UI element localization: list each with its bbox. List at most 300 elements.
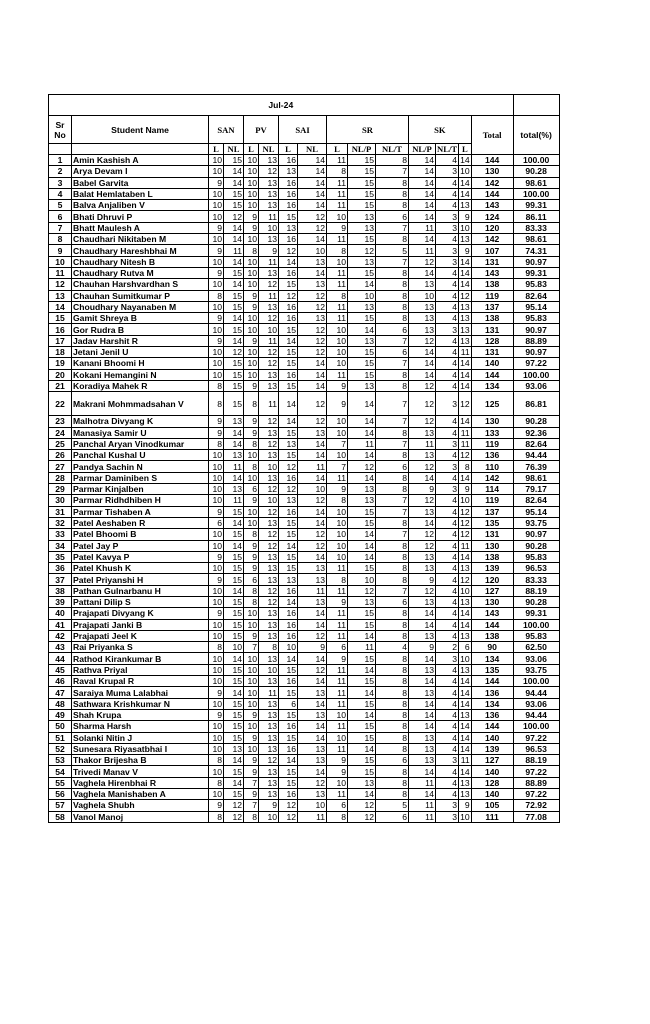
score-cell: 13 bbox=[259, 380, 279, 391]
student-row bbox=[49, 800, 560, 811]
score-cell: 13 bbox=[298, 743, 327, 754]
score-cell: 14 bbox=[460, 279, 470, 290]
total-cell: 119 bbox=[471, 290, 513, 301]
score-cell: 13 bbox=[409, 301, 436, 312]
score-cell: 3 bbox=[436, 211, 459, 222]
total-cell: 138 bbox=[471, 313, 513, 324]
student-name-cell: Jadav Harshit R bbox=[72, 335, 209, 346]
score-cell: 13 bbox=[259, 789, 279, 800]
total-cell: 142 bbox=[471, 234, 513, 245]
percentage-cell: 98.61 bbox=[513, 472, 559, 483]
score-cell: 11 bbox=[259, 290, 279, 301]
score-cell: 10 bbox=[209, 461, 224, 472]
score-cell: 9 bbox=[209, 427, 224, 438]
score-cell: 12 bbox=[298, 211, 327, 222]
student-row bbox=[49, 585, 560, 596]
score-cell: 10 bbox=[244, 450, 259, 461]
score-cell: 2 bbox=[436, 642, 459, 653]
total-cell: 124 bbox=[471, 211, 513, 222]
score-cell: 8 bbox=[376, 630, 409, 641]
percentage-cell: 90.97 bbox=[513, 324, 559, 335]
score-cell: 13 bbox=[259, 234, 279, 245]
score-cell: 14 bbox=[348, 789, 376, 800]
score-cell: 14 bbox=[460, 698, 470, 709]
total-cell: 139 bbox=[471, 563, 513, 574]
score-cell: 10 bbox=[259, 664, 279, 675]
san-header: SAN bbox=[209, 116, 244, 144]
score-cell: 10 bbox=[209, 529, 224, 540]
score-cell: 12 bbox=[279, 290, 298, 301]
score-cell: 11 bbox=[409, 777, 436, 788]
score-cell: 14 bbox=[348, 324, 376, 335]
score-cell: 14 bbox=[460, 369, 470, 380]
score-cell: 6 bbox=[327, 800, 348, 811]
score-cell: 7 bbox=[327, 461, 348, 472]
student-row bbox=[49, 358, 560, 369]
serial-number-cell: 48 bbox=[49, 698, 72, 709]
score-cell: 13 bbox=[224, 450, 244, 461]
score-cell: 15 bbox=[224, 563, 244, 574]
score-cell: 10 bbox=[460, 585, 470, 596]
score-cell: 16 bbox=[279, 608, 298, 619]
score-cell: 4 bbox=[436, 416, 459, 427]
score-cell: 14 bbox=[298, 551, 327, 562]
total-cell: 131 bbox=[471, 347, 513, 358]
percentage-cell: 74.31 bbox=[513, 245, 559, 256]
score-cell: 4 bbox=[436, 517, 459, 528]
percentage-cell: 95.14 bbox=[513, 301, 559, 312]
score-cell: 13 bbox=[259, 427, 279, 438]
score-cell: 13 bbox=[298, 687, 327, 698]
score-cell: 4 bbox=[436, 301, 459, 312]
score-cell: 14 bbox=[224, 177, 244, 188]
serial-number-cell: 39 bbox=[49, 596, 72, 607]
score-cell: 9 bbox=[244, 380, 259, 391]
score-cell: 15 bbox=[224, 506, 244, 517]
score-cell: 6 bbox=[244, 484, 259, 495]
score-cell: 13 bbox=[259, 177, 279, 188]
score-cell: 8 bbox=[244, 529, 259, 540]
score-cell: 11 bbox=[259, 392, 279, 416]
score-cell: 13 bbox=[460, 597, 470, 608]
score-cell: 10 bbox=[209, 301, 224, 312]
score-cell: 8 bbox=[376, 676, 409, 687]
score-cell: 4 bbox=[436, 450, 459, 461]
score-cell: 14 bbox=[409, 211, 436, 222]
score-cell: 8 bbox=[244, 392, 259, 416]
score-cell: 13 bbox=[409, 687, 436, 698]
serial-number-cell: 50 bbox=[49, 721, 72, 732]
score-cell: 14 bbox=[224, 279, 244, 290]
percentage-cell: 95.83 bbox=[513, 279, 559, 290]
score-cell: 14 bbox=[279, 540, 298, 551]
score-cell: 14 bbox=[409, 200, 436, 211]
score-cell: 9 bbox=[244, 630, 259, 641]
serial-number-cell: 16 bbox=[49, 324, 72, 335]
score-cell: 6 bbox=[376, 755, 409, 766]
score-cell: 7 bbox=[376, 335, 409, 346]
score-cell: 11 bbox=[298, 461, 327, 472]
score-cell: 14 bbox=[298, 721, 327, 732]
score-cell: 14 bbox=[298, 267, 327, 278]
score-cell: 14 bbox=[409, 766, 436, 777]
score-cell: 14 bbox=[298, 472, 327, 483]
score-cell: 8 bbox=[376, 313, 409, 324]
score-cell: 15 bbox=[348, 721, 376, 732]
score-cell: 16 bbox=[279, 155, 298, 166]
student-row bbox=[49, 766, 560, 777]
score-cell: 14 bbox=[460, 732, 470, 743]
student-row bbox=[49, 653, 560, 664]
score-cell: 4 bbox=[436, 687, 459, 698]
serial-number-cell: 58 bbox=[49, 811, 72, 822]
student-row bbox=[49, 630, 560, 641]
student-row bbox=[49, 472, 560, 483]
score-cell: 14 bbox=[298, 438, 327, 449]
total-cell: 144 bbox=[471, 619, 513, 630]
score-cell: 13 bbox=[259, 608, 279, 619]
score-cell: 16 bbox=[279, 721, 298, 732]
score-cell: 16 bbox=[279, 630, 298, 641]
total-cell: 111 bbox=[471, 811, 513, 822]
score-cell: 8 bbox=[376, 563, 409, 574]
percentage-cell: 82.64 bbox=[513, 495, 559, 506]
score-cell: 15 bbox=[348, 653, 376, 664]
score-cell: 8 bbox=[376, 450, 409, 461]
score-cell: 10 bbox=[348, 574, 376, 585]
score-cell: 14 bbox=[348, 630, 376, 641]
score-cell: 4 bbox=[436, 495, 459, 506]
sub-header-sk-nlt: NL/T bbox=[437, 144, 458, 154]
score-cell: 9 bbox=[209, 416, 224, 427]
student-row bbox=[49, 687, 560, 698]
month-title: Jul-24 bbox=[49, 95, 514, 116]
sub-header-sai-nl: NL bbox=[298, 144, 327, 155]
percentage-cell: 95.83 bbox=[513, 313, 559, 324]
score-cell: 11 bbox=[259, 687, 279, 698]
score-cell: 8 bbox=[376, 732, 409, 743]
score-cell: 10 bbox=[244, 279, 259, 290]
serial-number-cell: 13 bbox=[49, 290, 72, 301]
score-cell: 14 bbox=[409, 721, 436, 732]
score-cell: 13 bbox=[259, 709, 279, 720]
score-cell: 7 bbox=[244, 800, 259, 811]
serial-number-cell: 55 bbox=[49, 777, 72, 788]
score-cell: 9 bbox=[209, 335, 224, 346]
score-cell: 14 bbox=[348, 540, 376, 551]
total-cell: 127 bbox=[471, 755, 513, 766]
score-cell: 10 bbox=[209, 369, 224, 380]
score-cell: 10 bbox=[209, 743, 224, 754]
score-cell: 6 bbox=[376, 596, 409, 607]
score-cell: 11 bbox=[224, 461, 244, 472]
score-cell: 12 bbox=[224, 347, 244, 358]
score-cell: 14 bbox=[279, 335, 298, 346]
score-cell: 10 bbox=[327, 450, 348, 461]
score-cell: 4 bbox=[436, 313, 459, 324]
serial-number-cell: 36 bbox=[49, 563, 72, 574]
score-cell: 11 bbox=[259, 211, 279, 222]
total-cell: 125 bbox=[471, 392, 513, 416]
score-cell: 13 bbox=[259, 472, 279, 483]
score-cell: 8 bbox=[376, 574, 409, 585]
student-name-cell: Jetani Jenil U bbox=[72, 347, 209, 358]
student-row bbox=[49, 369, 560, 380]
score-cell: 15 bbox=[348, 563, 376, 574]
score-cell: 10 bbox=[209, 200, 224, 211]
student-row bbox=[49, 811, 560, 822]
score-cell: 14 bbox=[279, 596, 298, 607]
score-cell: 14 bbox=[409, 653, 436, 664]
score-cell: 4 bbox=[436, 777, 459, 788]
score-cell: 14 bbox=[298, 369, 327, 380]
score-cell: 10 bbox=[209, 155, 224, 166]
student-row bbox=[49, 267, 560, 278]
score-cell: 12 bbox=[348, 585, 376, 596]
student-row bbox=[49, 517, 560, 528]
score-cell: 14 bbox=[409, 177, 436, 188]
score-cell: 13 bbox=[259, 653, 279, 664]
sr-no-header: Sr No bbox=[49, 116, 72, 144]
pv-header: PV bbox=[244, 116, 279, 144]
serial-number-cell: 24 bbox=[49, 427, 72, 438]
score-cell: 12 bbox=[298, 335, 327, 346]
score-cell: 15 bbox=[279, 766, 298, 777]
student-name-cell: Sharma Harsh bbox=[72, 721, 209, 732]
percentage-cell: 72.92 bbox=[513, 800, 559, 811]
score-cell: 12 bbox=[259, 506, 279, 517]
student-name-cell: Manasiya Samir U bbox=[72, 427, 209, 438]
score-cell: 15 bbox=[224, 789, 244, 800]
score-cell: 3 bbox=[436, 755, 459, 766]
score-cell: 13 bbox=[298, 755, 327, 766]
score-cell: 9 bbox=[244, 709, 259, 720]
score-cell: 13 bbox=[409, 755, 436, 766]
score-cell: 7 bbox=[244, 642, 259, 653]
serial-number-cell: 1 bbox=[49, 155, 72, 166]
percentage-cell: 100.00 bbox=[513, 619, 559, 630]
score-cell: 10 bbox=[244, 369, 259, 380]
score-cell: 14 bbox=[298, 698, 327, 709]
score-cell: 15 bbox=[224, 698, 244, 709]
total-cell: 127 bbox=[471, 585, 513, 596]
percentage-cell: 93.06 bbox=[513, 698, 559, 709]
percentage-cell: 93.75 bbox=[513, 517, 559, 528]
student-row bbox=[49, 563, 560, 574]
score-cell: 12 bbox=[460, 529, 470, 540]
score-cell: 8 bbox=[209, 290, 224, 301]
serial-number-cell: 54 bbox=[49, 766, 72, 777]
score-cell: 13 bbox=[259, 517, 279, 528]
total-cell: 140 bbox=[471, 732, 513, 743]
score-cell: 14 bbox=[460, 416, 470, 427]
student-name-cell: Trivedi Manav V bbox=[72, 766, 209, 777]
total-cell: 119 bbox=[471, 438, 513, 449]
score-cell: 10 bbox=[244, 517, 259, 528]
score-cell: 3 bbox=[436, 256, 459, 267]
score-cell: 15 bbox=[348, 732, 376, 743]
student-name-cell: Patel Priyanshi H bbox=[72, 574, 209, 585]
score-cell: 14 bbox=[279, 416, 298, 427]
score-cell: 14 bbox=[298, 517, 327, 528]
score-cell: 9 bbox=[244, 563, 259, 574]
student-row bbox=[49, 324, 560, 335]
score-cell: 4 bbox=[436, 279, 459, 290]
score-cell: 14 bbox=[298, 766, 327, 777]
score-cell: 15 bbox=[348, 517, 376, 528]
serial-number-cell: 43 bbox=[49, 642, 72, 653]
score-cell: 8 bbox=[376, 234, 409, 245]
score-cell: 11 bbox=[298, 585, 327, 596]
score-cell: 10 bbox=[298, 800, 327, 811]
student-name-cell: Bhati Dhruvi P bbox=[72, 211, 209, 222]
score-cell: 10 bbox=[327, 416, 348, 427]
score-cell: 11 bbox=[327, 188, 348, 199]
percentage-cell: 94.44 bbox=[513, 450, 559, 461]
score-cell: 12 bbox=[298, 347, 327, 358]
score-cell: 13 bbox=[460, 563, 470, 574]
score-cell: 7 bbox=[244, 777, 259, 788]
score-cell: 9 bbox=[459, 800, 472, 811]
percentage-cell: 100.00 bbox=[513, 155, 559, 166]
score-cell: 4 bbox=[436, 358, 459, 369]
total-cell: 130 bbox=[471, 166, 513, 177]
score-cell: 4 bbox=[436, 506, 459, 517]
score-cell: 4 bbox=[436, 563, 459, 574]
score-cell: 12 bbox=[460, 450, 470, 461]
score-cell: 6 bbox=[376, 324, 409, 335]
score-cell: 9 bbox=[259, 800, 279, 811]
score-cell: 12 bbox=[298, 324, 327, 335]
score-cell: 11 bbox=[327, 279, 348, 290]
score-cell: 12 bbox=[409, 585, 436, 596]
serial-number-cell: 34 bbox=[49, 540, 72, 551]
total-cell: 136 bbox=[471, 709, 513, 720]
score-cell: 9 bbox=[209, 245, 224, 256]
score-cell: 11 bbox=[327, 664, 348, 675]
score-cell: 8 bbox=[327, 290, 348, 301]
score-cell: 4 bbox=[436, 267, 459, 278]
score-cell: 13 bbox=[259, 743, 279, 754]
score-cell: 15 bbox=[224, 188, 244, 199]
student-row bbox=[49, 335, 560, 346]
serial-number-cell: 31 bbox=[49, 506, 72, 517]
score-cell: 14 bbox=[409, 369, 436, 380]
score-cell: 4 bbox=[436, 709, 459, 720]
score-cell: 4 bbox=[436, 789, 459, 800]
score-cell: 12 bbox=[298, 630, 327, 641]
score-cell: 4 bbox=[376, 642, 409, 653]
score-cell: 10 bbox=[327, 709, 348, 720]
score-cell: 6 bbox=[209, 517, 224, 528]
sub-header-sai-l: L bbox=[279, 144, 298, 155]
score-cell: 12 bbox=[259, 416, 279, 427]
score-cell: 4 bbox=[436, 766, 459, 777]
percentage-cell: 97.22 bbox=[513, 358, 559, 369]
score-cell: 8 bbox=[259, 642, 279, 653]
score-cell: 13 bbox=[259, 200, 279, 211]
score-cell: 13 bbox=[259, 732, 279, 743]
total-cell: 143 bbox=[471, 200, 513, 211]
score-cell: 11 bbox=[327, 200, 348, 211]
score-cell: 14 bbox=[224, 222, 244, 233]
score-cell: 12 bbox=[298, 495, 327, 506]
score-cell: 14 bbox=[298, 358, 327, 369]
score-cell: 13 bbox=[409, 313, 436, 324]
score-cell: 15 bbox=[348, 676, 376, 687]
score-cell: 12 bbox=[259, 484, 279, 495]
score-cell: 12 bbox=[224, 800, 244, 811]
serial-number-cell: 2 bbox=[49, 166, 72, 177]
serial-number-cell: 20 bbox=[49, 369, 72, 380]
percentage-cell: 98.61 bbox=[513, 234, 559, 245]
score-cell: 16 bbox=[279, 472, 298, 483]
score-cell: 9 bbox=[244, 789, 259, 800]
student-name-cell: Gamit Shreya B bbox=[72, 313, 209, 324]
student-name-header: Student Name bbox=[72, 116, 209, 144]
score-cell: 14 bbox=[298, 653, 327, 664]
score-cell: 14 bbox=[298, 608, 327, 619]
student-name-cell: Vaghela Shubh bbox=[72, 800, 209, 811]
score-cell: 12 bbox=[460, 518, 470, 529]
score-cell: 10 bbox=[209, 585, 224, 596]
score-cell: 10 bbox=[209, 234, 224, 245]
score-cell: 9 bbox=[244, 211, 259, 222]
score-cell: 13 bbox=[279, 495, 298, 506]
student-name-cell: Raval Krupal R bbox=[72, 676, 209, 687]
score-cell: 14 bbox=[409, 709, 436, 720]
score-cell: 15 bbox=[224, 630, 244, 641]
score-cell: 10 bbox=[244, 267, 259, 278]
student-row bbox=[49, 642, 560, 653]
score-cell: 4 bbox=[436, 574, 459, 585]
score-cell: 10 bbox=[244, 721, 259, 732]
score-cell: 9 bbox=[327, 484, 348, 495]
score-cell: 15 bbox=[224, 200, 244, 211]
score-cell: 15 bbox=[224, 369, 244, 380]
serial-number-cell: 49 bbox=[49, 709, 72, 720]
score-cell: 3 bbox=[436, 653, 459, 664]
percentage-cell: 90.28 bbox=[513, 416, 559, 427]
student-name-cell: Sunesara Riyasatbhai I bbox=[72, 743, 209, 754]
score-cell: 14 bbox=[409, 676, 436, 687]
score-cell: 12 bbox=[259, 540, 279, 551]
student-name-cell: Bhatt Maulesh A bbox=[72, 222, 209, 233]
score-cell: 9 bbox=[244, 416, 259, 427]
student-name-cell: Parmar Tishaben A bbox=[72, 506, 209, 517]
score-cell: 12 bbox=[298, 222, 327, 233]
total-cell: 131 bbox=[471, 529, 513, 540]
student-row bbox=[49, 245, 560, 256]
student-name-cell: Saraiya Muma Lalabhai bbox=[72, 687, 209, 698]
score-cell: 10 bbox=[298, 484, 327, 495]
score-cell: 8 bbox=[376, 188, 409, 199]
score-cell: 3 bbox=[436, 166, 459, 177]
score-cell: 13 bbox=[298, 427, 327, 438]
score-cell: 13 bbox=[298, 256, 327, 267]
student-row bbox=[49, 619, 560, 630]
score-cell: 13 bbox=[348, 380, 376, 391]
score-cell: 6 bbox=[376, 461, 409, 472]
score-cell: 15 bbox=[224, 155, 244, 166]
score-cell: 14 bbox=[460, 358, 470, 369]
score-cell: 16 bbox=[279, 506, 298, 517]
score-cell: 11 bbox=[459, 755, 472, 766]
score-cell: 14 bbox=[460, 743, 470, 754]
student-name-cell: Balva Anjaliben V bbox=[72, 200, 209, 211]
score-cell: 15 bbox=[224, 596, 244, 607]
score-cell: 10 bbox=[259, 811, 279, 822]
